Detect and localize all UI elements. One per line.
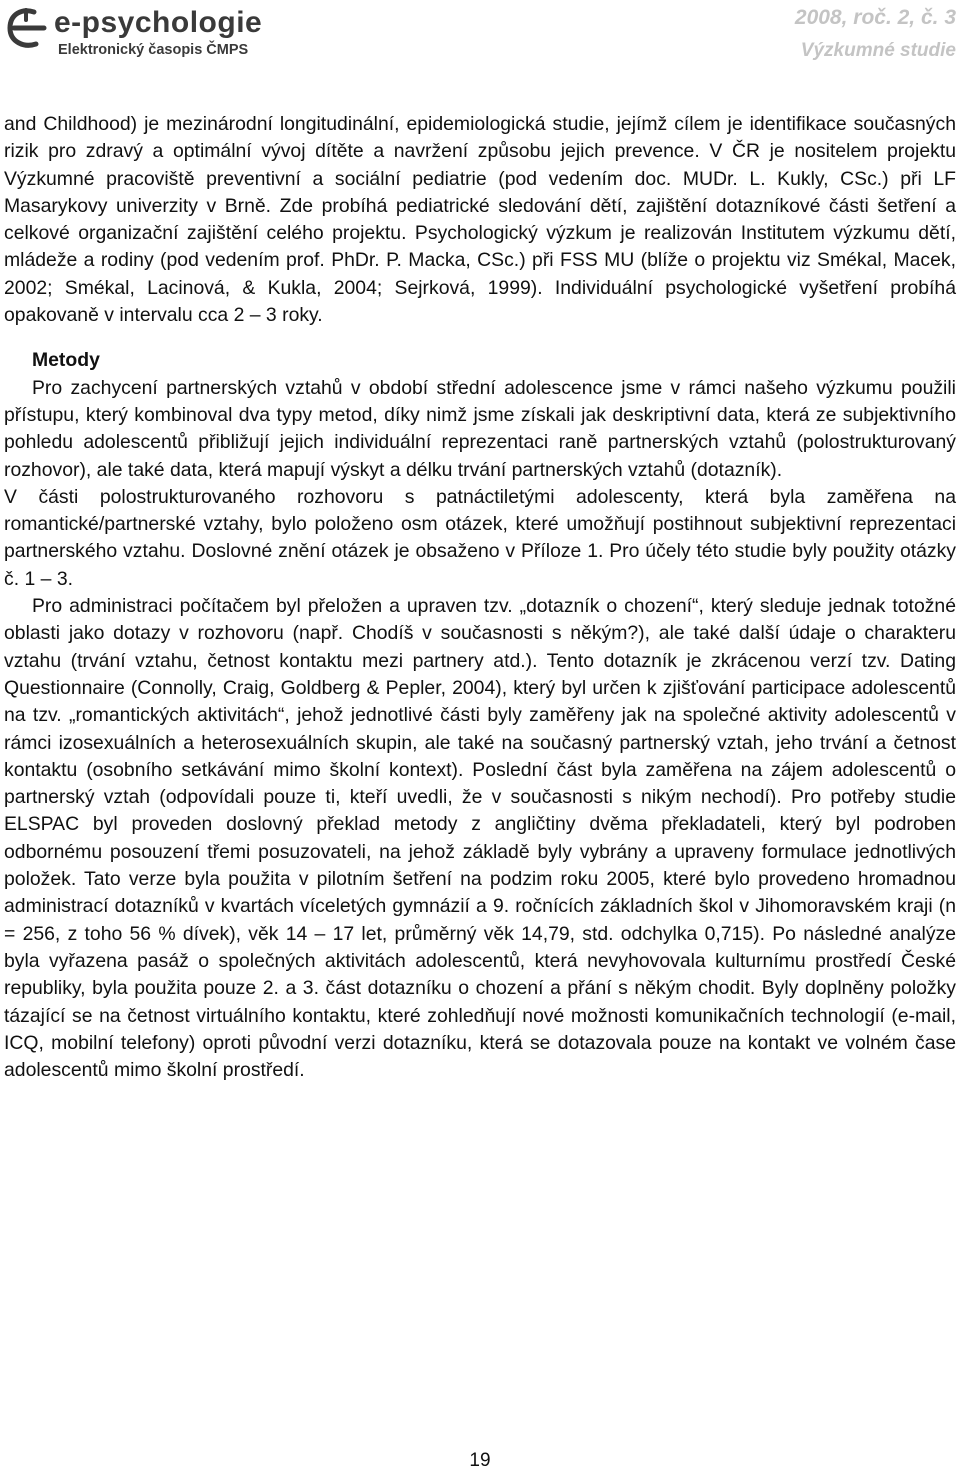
logo-subtitle: Elektronický časopis ČMPS (58, 42, 249, 58)
paragraph-intro: and Childhood) je mezinárodní longitudinální, epidemiologická studie, jejímž cílem je identifikace současných rizik pro zdravý a optimální vývoj dítěte a navržení způsobu jejich prevence. V ČR je nositelem projektu Výzkumné pracoviště preventivní a sociální pediatrie (pod vedením doc. MUDr. L. Kukly, CSc.) při LF Masarykovy univerzity v Brně. Zde probíhá pediatrické sledování dětí, zajištění dotazníkové části šetření a celkové organizační zajištění celého projektu. Psychologický výzkum je realizován Institutem výzkumu dětí, mládeže a rodiny (pod vedením prof. PhDr. P. Macka, CSc.) při FSS MU (blíže o projektu viz Smékal, Macek, 2002; Smékal, Lacinová, & Kukla, 2004; Sejrková, 1999). Individuální psychologické vyšetření probíhá opakovaně v intervalu cca 2 – 3 roky. (4, 113, 956, 327)
logo-brand-text: e-psychologie (54, 6, 263, 39)
paragraph-methods-3: Pro administraci počítačem byl přeložen a upraven tzv. „dotazník o chození“, který sleduje jednak totožné oblasti jako dotazy v rozhovoru (např. Chodíš v současnosti s někým?), ale také další údaje o charakteru vztahu (trvání vztahu, četnost kontaktu mezi partnery atd.). Tento dotazník je zkrácenou verzí tzv. Dating Questionnaire (Connolly, Craig, Goldberg & Pepler, 2004), který byl určen k zjišťování participace adolescentů na tzv. „romantických aktivitách“, jehož jednotlivé části byly zaměřeny jak na společné aktivity adolescentů v rámci izosexuálních a heterosexuálních skupin, ale také na současný partnerský vztah, jeho trvání a četnost kontaktu (osobního setkávání mimo školní kontext). Poslední část byla zaměřena na zájem adolescentů o partnerský vztah (odpovídali pouze ti, kteří uvedli, že v současnosti s nikým nechodí). Pro potřeby studie ELSPAC byl proveden doslovný překlad metody z angličtiny dvěma překladateli, který byl podroben odbornému posouzení třemi posuzovateli, na jehož základě byly vybrány a upraveny formulace jednotlivých položek. Tato verze byla použita v pilotním šetření na podzim roku 2005, které bylo provedeno hromadnou administrací dotazníků v kvartách víceletých gymnázií a 9. ročnících základních škol v Jihomoravském kraji (n = 256, z toho 56 % dívek), věk 14 – 17 let, průměrný věk 14,79, std. odchylka 0,715). Po následné analýze byla vyřazena pasáž o společných aktivitách adolescentů, která nevyhovovala kulturnímu prostředí České republiky, byla použita pouze 2. a 3. část dotazníku o chození a přání s někým chodit. Byly doplněny položky tázající se na četnost virtuálního kontaktu, které zohledňují nové možnosti komunikačních technologií (e-mail, ICQ, mobilní telefony) oproti původní verzi dotazníku, která se dotazovala pouze na kontakt ve volném čase adolescentů mimo školní prostředí. (4, 595, 956, 1082)
e-logo-icon (4, 6, 56, 52)
journal-logo (4, 4, 304, 64)
paragraph-methods-1: Pro zachycení partnerských vztahů v období střední adolescence jsme v rámci našeho výzkumu použili přístupu, který kombinoval dva typy metod, díky nimž jsme získali jak deskriptivní data, která ze subjektivního pohledu adolescentů přibližují jejich individuální reprezentaci raně partnerských vztahů (polostrukturovaný rozhovor), ale také data, která mapují výskyt a délku trvání partnerských vztahů (dotazník). (4, 376, 956, 481)
article-body (4, 111, 956, 1084)
paragraph-methods-2: V části polostrukturovaného rozhovoru s patnáctiletými adolescenty, která byla zaměřena na romantické/partnerské vztahy, bylo položeno osm otázek, které umožňují postihnout subjektivní reprezentaci partnerského vztahu. Doslovné znění otázek je obsaženo v Příloze 1. Pro účely této studie byly použity otázky č. 1 – 3. (4, 485, 956, 590)
page-header (0, 0, 960, 70)
page-number: 19 (469, 1450, 491, 1471)
section-label: Výzkumné studie (800, 40, 956, 61)
section-heading-methods: Metody (32, 349, 100, 372)
issue-info: 2008, roč. 2, č. 3 (794, 6, 956, 29)
